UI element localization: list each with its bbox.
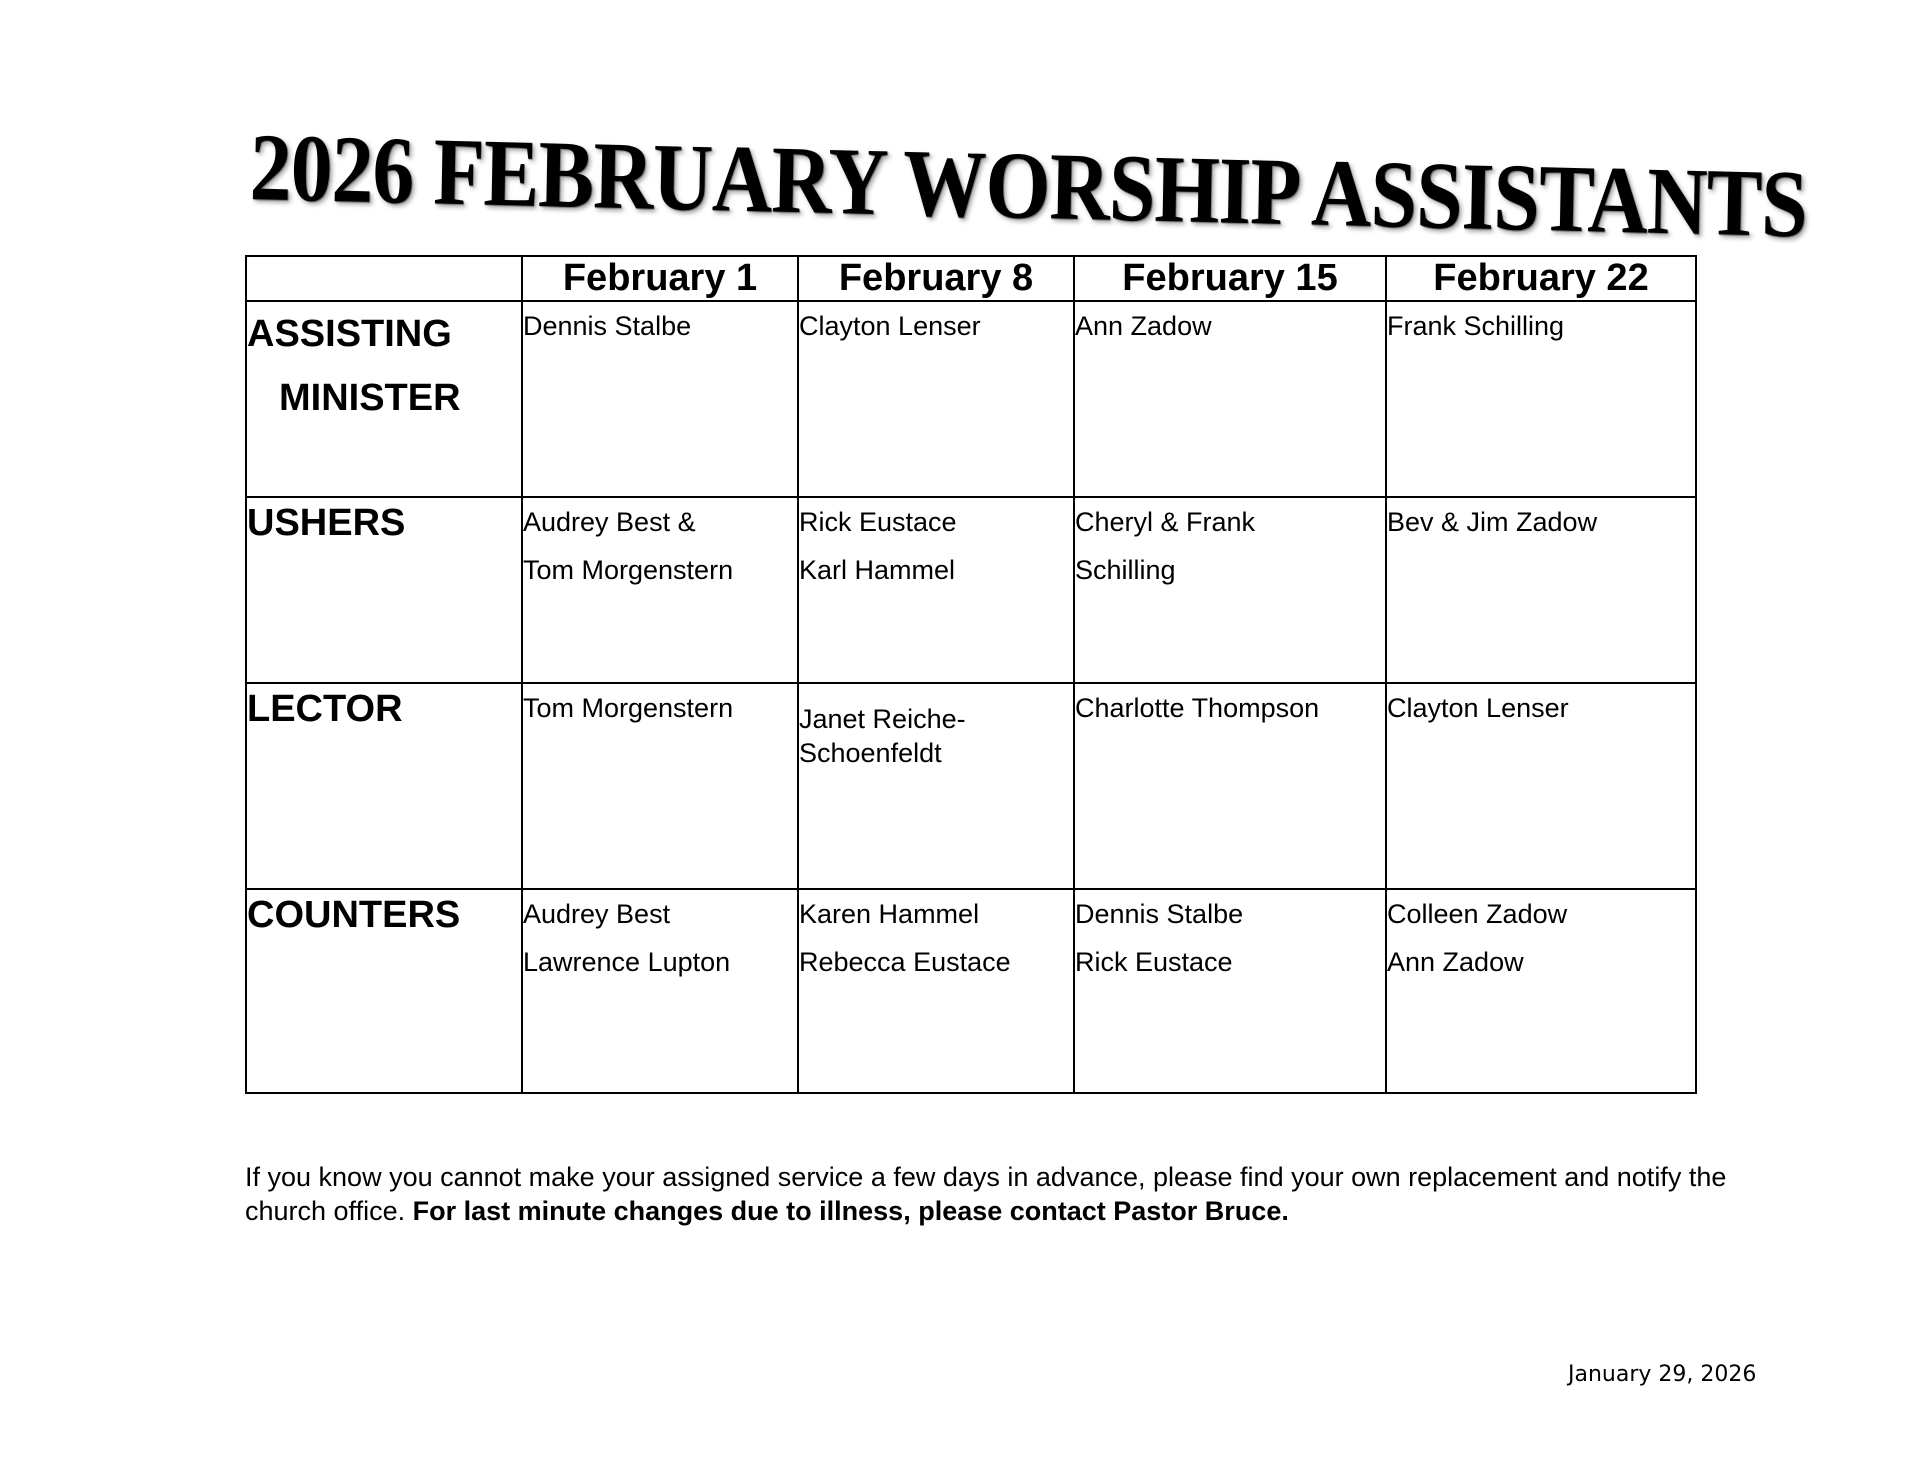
assignee: Karl Hammel — [799, 555, 956, 585]
assignee: Janet Reiche- — [799, 704, 966, 734]
header-february-8: February 8 — [798, 256, 1074, 301]
table-row — [246, 497, 1696, 683]
role-counters — [246, 889, 522, 1093]
note-bold: For last minute changes due to illness, please contact Pastor Bruce. — [412, 1196, 1289, 1226]
assignee: Clayton Lenser — [799, 311, 981, 341]
role-label-line1: ASSISTING — [247, 313, 452, 355]
assignee: Dennis Stalbe — [523, 311, 692, 341]
role-ushers — [246, 497, 522, 683]
assignee: Dennis Stalbe — [1075, 899, 1244, 929]
table-cell — [1074, 683, 1386, 889]
table-cell — [798, 497, 1074, 683]
role-label: LECTOR — [247, 688, 403, 730]
table-cell — [522, 889, 798, 1093]
assignee: Tom Morgenstern — [523, 555, 734, 585]
assignee: Rebecca Eustace — [799, 947, 1011, 977]
document-date: January 29, 2026 — [1568, 1362, 1757, 1387]
assignee: Rick Eustace — [799, 507, 957, 537]
role-lector — [246, 683, 522, 889]
replacement-note — [245, 1160, 1745, 1228]
assignee: Bev & Jim Zadow — [1387, 507, 1598, 537]
assignee: Charlotte Thompson — [1075, 693, 1320, 723]
table-cell — [1074, 889, 1386, 1093]
assignee: Karen Hammel — [799, 899, 980, 929]
assignee: Cheryl & Frank — [1075, 507, 1256, 537]
role-label: USHERS — [247, 502, 406, 544]
table-cell — [1074, 301, 1386, 497]
note-regular: If you know you cannot make your assigned service a few days in advance, please find your own replacement and notify the church office. — [245, 1162, 1727, 1226]
table-row — [246, 889, 1696, 1093]
table-cell — [522, 301, 798, 497]
role-assisting-minister — [246, 301, 522, 497]
table-header-row — [246, 256, 1696, 301]
assignee: Clayton Lenser — [1387, 693, 1569, 723]
assignee: Lawrence Lupton — [523, 947, 731, 977]
assignee: Colleen Zadow — [1387, 899, 1568, 929]
assignee: Ann Zadow — [1075, 311, 1212, 341]
table-row — [246, 683, 1696, 889]
header-blank — [246, 256, 522, 301]
table-cell — [1386, 497, 1696, 683]
assignee: Schilling — [1075, 555, 1176, 585]
assignee: Ann Zadow — [1387, 947, 1524, 977]
table-cell — [798, 683, 1074, 889]
table-cell — [1386, 683, 1696, 889]
role-label-line2: MINISTER — [279, 377, 461, 419]
table-cell — [798, 301, 1074, 497]
assignee: Frank Schilling — [1387, 311, 1565, 341]
assignee: Rick Eustace — [1075, 947, 1233, 977]
table-cell — [798, 889, 1074, 1093]
table-cell — [1074, 497, 1386, 683]
header-february-1: February 1 — [522, 256, 798, 301]
schedule-table — [245, 255, 1697, 1094]
assignee: Audrey Best — [523, 899, 671, 929]
header-february-15: February 15 — [1074, 256, 1386, 301]
table-row — [246, 301, 1696, 497]
table-cell — [522, 497, 798, 683]
table-cell — [522, 683, 798, 889]
table-cell — [1386, 889, 1696, 1093]
page-title: 2026 FEBRUARY WORSHIP ASSISTANTS — [249, 113, 1808, 258]
assignee: Tom Morgenstern — [523, 693, 734, 723]
assignee: Schoenfeldt — [799, 738, 942, 768]
role-label: COUNTERS — [247, 894, 461, 936]
header-february-22: February 22 — [1386, 256, 1696, 301]
table-cell — [1386, 301, 1696, 497]
assignee: Audrey Best & — [523, 507, 696, 537]
